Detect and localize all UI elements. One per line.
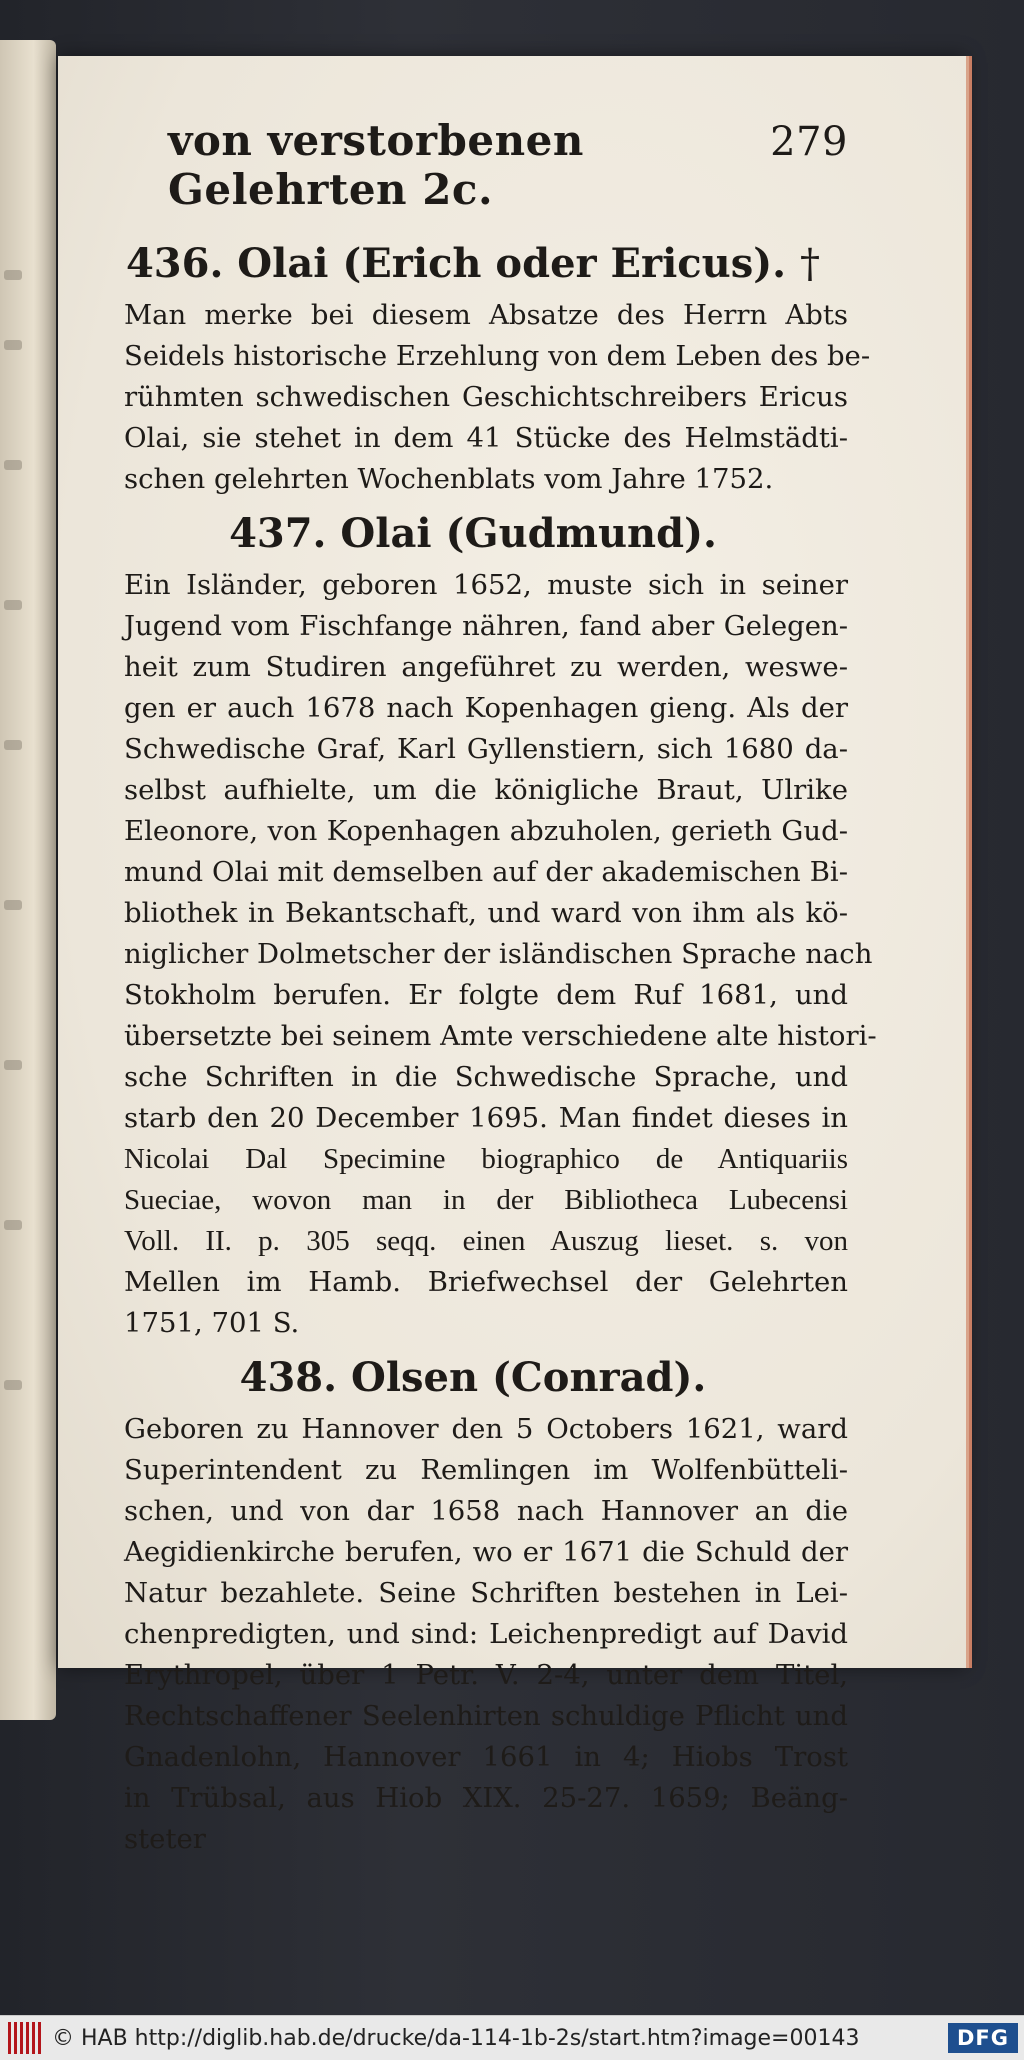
entry-heading-text: 438. Olsen (Conrad). [239, 1354, 707, 1401]
entry-heading-text: 437. Olai (Gudmund). [229, 510, 717, 557]
text-line: rühmten schwedischen Geschichtschreibers Ericus [124, 381, 848, 413]
text-line: Sueciae, wovon man in der Bibliotheca Lubecensi [124, 1184, 848, 1216]
book-page [58, 56, 966, 1855]
text-line: Aegidienkirche berufen, wo er 1671 die Schuld der [124, 1536, 848, 1568]
copyright-url[interactable]: © HAB http://diglib.hab.de/drucke/da-114-1b-2s/start.htm?image=00143 [52, 2025, 860, 2051]
text-line: Geboren zu Hannover den 5 Octobers 1621, ward [124, 1413, 848, 1445]
entry-437 [98, 510, 877, 1344]
text-line: chenpredigten, und sind: Leichenpredigt auf David [124, 1618, 848, 1650]
text-line: Schwedische Graf, Karl Gyllenstiern, sich 1680 da- [124, 733, 848, 765]
page-number: 279 [770, 119, 848, 165]
text-line: bliothek in Bekantschaft, und ward von ihm als kö- [124, 897, 848, 929]
text-line: Man merke bei diesem Absatze des Herrn Abts [124, 299, 848, 331]
text-line: Rechtschaffener Seelenhirten schuldige Pflicht und [124, 1700, 848, 1732]
text-line: Mellen im Hamb. Briefwechsel der Gelehrten [124, 1266, 848, 1298]
dagger-mark: † [800, 241, 821, 287]
text-line: Olai, sie stehet in dem 41 Stücke des Helmstädti- [124, 422, 848, 454]
text-line: gen er auch 1678 nach Kopenhagen gieng. Als der [124, 692, 848, 724]
text-line: heit zum Studiren angeführet zu werden, weswe- [124, 651, 848, 683]
text-line: Stokholm berufen. Er folgte dem Ruf 1681, und [124, 979, 848, 1011]
text-line: Gnadenlohn, Hannover 1661 in 4; Hiobs Trost [124, 1741, 848, 1773]
text-line: Seidels historische Erzehlung von dem Leben des be- [124, 340, 871, 372]
entry-body [98, 295, 871, 500]
entry-heading [98, 1354, 848, 1401]
text-line: schen gelehrten Wochenblats vom Jahre 1752. [124, 463, 774, 495]
text-line: niglicher Dolmetscher der isländischen Sprache nach [124, 938, 873, 970]
entry-438 [98, 1354, 848, 1860]
text-line: Erythropel, über 1 Petr. V. 2-4, unter dem Titel, [124, 1659, 848, 1691]
text-line: übersetzte bei seinem Amte verschiedene alte histori- [124, 1020, 877, 1052]
barcode-icon [8, 2022, 42, 2054]
viewer-footer [0, 2015, 1024, 2060]
page-content [98, 116, 877, 1860]
text-line: starb den 20 December 1695. Man findet dieses in [124, 1102, 848, 1134]
text-line: mund Olai mit demselben auf der akademischen Bi- [124, 856, 848, 888]
text-line: selbst aufhielte, um die königliche Braut, Ulrike [124, 774, 848, 806]
text-line: Eleonore, von Kopenhagen abzuholen, gerieth Gud- [124, 815, 848, 847]
left-page-edge [0, 40, 56, 1720]
entry-heading-text: 436. Olai (Erich oder Ericus). [125, 240, 787, 287]
entry-body [98, 1409, 848, 1860]
entry-heading [98, 240, 848, 287]
text-line: in Trübsal, aus Hiob XIX. 25-27. 1659; Beäng- [124, 1782, 848, 1814]
text-line: Natur bezahlete. Seine Schriften bestehen in Lei- [124, 1577, 848, 1609]
text-line: sche Schriften in die Schwedische Sprache, und [124, 1061, 848, 1093]
entry-body [98, 565, 877, 1344]
text-line: schen, und von dar 1658 nach Hannover an die [124, 1495, 848, 1527]
entry-heading [98, 510, 848, 557]
text-line: Jugend vom Fischfange nähren, fand aber Gelegen- [124, 610, 848, 642]
catchword: steter [124, 1823, 206, 1855]
text-line: 1751, 701 S. [124, 1307, 300, 1339]
text-line: Ein Isländer, geboren 1652, muste sich in seiner [124, 569, 848, 601]
entry-436 [98, 240, 871, 500]
running-head-title: von verstorbenen Gelehrten 2c. [168, 116, 584, 214]
dfg-logo: DFG [948, 2023, 1018, 2053]
text-line: Superintendent zu Remlingen im Wolfenbütteli- [124, 1454, 848, 1486]
text-line: Nicolai Dal Specimine biographico de Antiquariis [124, 1143, 848, 1175]
text-line: Voll. II. p. 305 seqq. einen Auszug lieset. s. von [124, 1225, 848, 1257]
running-head [168, 116, 848, 214]
